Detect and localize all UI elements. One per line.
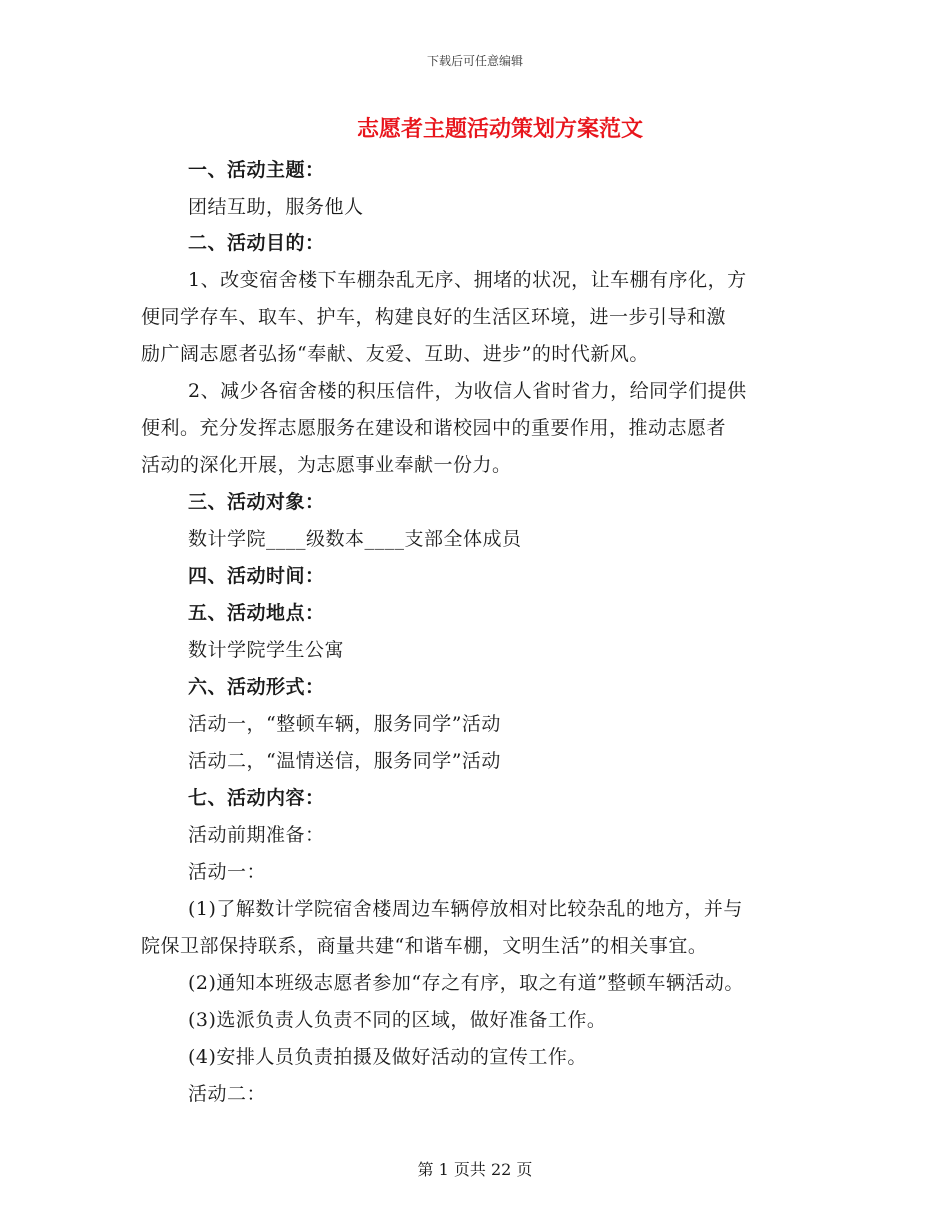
paragraph-line: (2)通知本班级志愿者参加“存之有序，取之有道”整顿车辆活动。 <box>188 972 744 994</box>
paragraph-line: 活动二： <box>188 1083 267 1105</box>
section-heading: 四、活动时间： <box>188 565 325 587</box>
section-heading: 一、活动主题： <box>188 159 325 181</box>
paragraph-line: 1、改变宿舍楼下车棚杂乱无序、拥堵的状况，让车棚有序化，方 <box>188 269 747 291</box>
header-note: 下载后可任意编辑 <box>426 54 523 68</box>
paragraph-line: 活动前期准备： <box>188 824 325 846</box>
section-heading: 六、活动形式： <box>188 676 325 698</box>
paragraph-line: 院保卫部保持联系，商量共建“和谐车棚，文明生活”的相关事宜。 <box>141 935 708 957</box>
paragraph-line: (1)了解数计学院宿舍楼周边车辆停放相对比较杂乱的地方，并与 <box>188 898 743 920</box>
section-heading: 二、活动目的： <box>188 232 325 254</box>
paragraph-line: 活动一： <box>188 861 267 883</box>
paragraph-line: 励广阔志愿者弘扬“奉献、友爱、互助、进步”的时代新风。 <box>141 343 649 365</box>
page-footer: 第 1 页共 22 页 <box>417 1160 533 1179</box>
paragraph-line: (4)安排人员负责拍摄及做好活动的宣传工作。 <box>188 1046 587 1068</box>
paragraph-line: 活动二，“温情送信，服务同学”活动 <box>188 750 501 772</box>
document-title: 志愿者主题活动策划方案范文 <box>356 116 643 142</box>
paragraph-line: (3)选派负责人负责不同的区域，做好准备工作。 <box>188 1009 607 1031</box>
paragraph-line: 数计学院____级数本____支部全体成员 <box>188 528 522 550</box>
paragraph-line: 活动一，“整顿车辆，服务同学”活动 <box>188 713 501 735</box>
paragraph-line: 团结互助，服务他人 <box>188 196 364 218</box>
paragraph-line: 2、减少各宿舍楼的积压信件，为收信人省时省力，给同学们提供 <box>188 380 747 402</box>
paragraph-line: 便利。充分发挥志愿服务在建设和谐校园中的重要作用，推动志愿者 <box>141 417 727 439</box>
section-heading: 七、活动内容： <box>188 787 325 809</box>
paragraph-line: 便同学存车、取车、护车，构建良好的生活区环境，进一步引导和激 <box>141 306 727 328</box>
section-heading: 五、活动地点： <box>188 602 325 624</box>
paragraph-line: 活动的深化开展，为志愿事业奉献一份力。 <box>141 454 512 476</box>
section-heading: 三、活动对象： <box>188 491 325 513</box>
paragraph-line: 数计学院学生公寓 <box>188 639 345 661</box>
